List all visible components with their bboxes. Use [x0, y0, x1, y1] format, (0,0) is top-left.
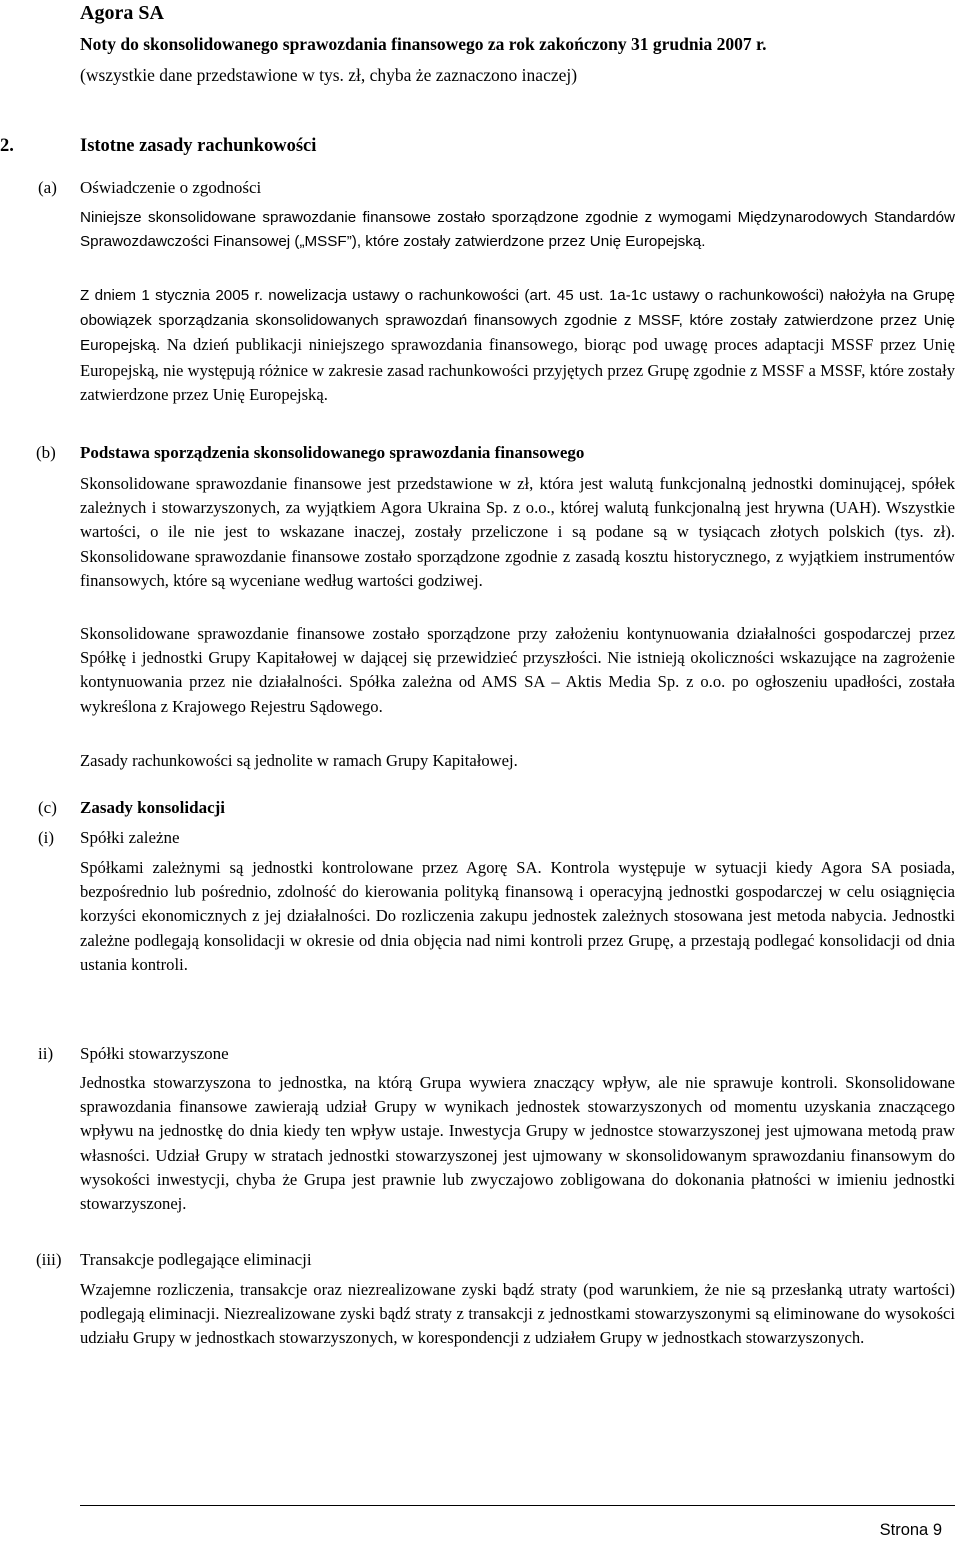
subsection-c-label: (c): [38, 798, 57, 817]
footer-divider: [80, 1505, 955, 1506]
subsection-a-paragraph-1: Niniejsze skonsolidowane sprawozdanie finansowe zostało sporządzone zgodnie z wymogami Międzynarodowych Standardów Sprawozdawczości Finansowej („MSSF”), które zostały zatwierdzone przez Unię Europejską.: [80, 209, 955, 251]
section-title: Istotne zasady rachunkowości: [80, 136, 317, 156]
document-subtitle: (wszystkie dane przedstawione w tys. zł, chyba że zaznaczono inaczej): [80, 65, 578, 85]
page-number: Strona 9: [879, 1521, 942, 1539]
subsection-c-i-title: Spółki zależne: [80, 828, 180, 847]
subsection-a-title: Oświadczenie o zgodności: [80, 178, 262, 197]
company-name: Agora SA: [80, 2, 164, 24]
subsection-c-title: Zasady konsolidacji: [80, 798, 226, 817]
subsection-b-paragraph-3: Zasady rachunkowości są jednolite w ramach Grupy Kapitałowej.: [80, 751, 518, 770]
document-title: Noty do skonsolidowanego sprawozdania finansowego za rok zakończony 31 grudnia 2007 r.: [80, 34, 767, 54]
subsection-c-i-label: (i): [38, 828, 55, 847]
subsection-b-label: (b): [36, 443, 56, 462]
section-number: 2.: [0, 136, 14, 156]
subsection-a-label: (a): [38, 178, 57, 197]
subsection-a-paragraph-2-sans: Z dniem 1 stycznia 2005 r. nowelizacja ustawy o rachunkowości (art. 45 ust. 1a-1c ustawy o rachunkowości) nałożyła na Grupę obowiązek sporządzania skonsolidowanych sprawozdań finansowych zgodnie z MSSF, które zostały zatwierdzone przez Unię Europejską.: [80, 287, 955, 355]
subsection-b-title: Podstawa sporządzenia skonsolidowanego sprawozdania finansowego: [80, 443, 585, 462]
subsection-c-ii-title: Spółki stowarzyszone: [80, 1044, 229, 1063]
subsection-a-paragraph-2-serif: Na dzień publikacji niniejszego sprawozdania finansowego, biorąc pod uwagę proces adaptacji MSSF przez Unię Europejską, nie występują różnice w zakresie zasad rachunkowości przyjętych przez Grupę zgodnie z MSSF a MSSF, które zostały zatwierdzone przez Unię Europejską.: [80, 335, 955, 404]
subsection-c-iii-label: (iii): [36, 1250, 62, 1269]
subsection-c-iii-title: Transakcje podlegające eliminacji: [80, 1250, 312, 1269]
subsection-c-iii-paragraph: Wzajemne rozliczenia, transakcje oraz niezrealizowane zyski bądź straty (pod warunkiem, że nie są przesłanką utraty wartości) podlegają eliminacji. Niezrealizowane zyski bądź straty z transakcji z jednostkami stowarzyszonymi są eliminowane do wysokości udziału Grupy w jednostkach stowarzyszonych, w korespondencji z udziałem Grupy w jednostkach stowarzyszonych.: [80, 1280, 955, 1348]
subsection-c-i-paragraph: Spółkami zależnymi są jednostki kontrolowane przez Agorę SA. Kontrola występuje w sytuacji kiedy Agora SA posiada, bezpośrednio lub pośrednio, zdolność do kierowania polityką finansową i operacyjną jednostki gospodarczej w celu osiągnięcia korzyści ekonomicznych z jej działalności. Do rozliczenia zakupu jednostek zależnych stosowana jest metoda nabycia. Jednostki zależne podlegają konsolidacji w okresie od dnia objęcia nad nimi kontroli przez Grupę, a przestają podlegać konsolidacji od dnia ustania kontroli.: [80, 858, 955, 974]
subsection-a-paragraph-2: [80, 283, 955, 407]
subsection-c-ii-paragraph: Jednostka stowarzyszona to jednostka, na którą Grupa wywiera znaczący wpływ, ale nie sprawuje kontroli. Skonsolidowane sprawozdania finansowe zawierają udział Grupy w wynikach jednostek stowarzyszonych od momentu uzyskania znaczącego wpływu na jednostkę do dnia kiedy ten wpływ ustaje. Inwestycja Grupy w jednostce stowarzyszonej jest ujmowana metodą praw własności. Udział Grupy w stratach jednostki stowarzyszonej jest ujmowany w skonsolidowanym sprawozdaniu finansowym do wysokości inwestycji, chyba że Grupa jest prawnie lub zwyczajowo zobligowana do dokonania płatności w imieniu jednostki stowarzyszonej.: [80, 1073, 955, 1214]
subsection-c-ii-label: ii): [38, 1044, 54, 1063]
subsection-b-paragraph-2: Skonsolidowane sprawozdanie finansowe zostało sporządzone przy założeniu kontynuowania działalności gospodarczej przez Spółkę i jednostki Grupy Kapitałowej w dającej się przewidzieć przyszłości. Nie istnieją okoliczności wskazujące na zagrożenie kontynuowania przez nie działalności. Spółka zależna od AMS SA – Aktis Media Sp. z o.o. po ogłoszeniu upadłości, została wykreślona z Krajowego Rejestru Sądowego.: [80, 624, 955, 716]
subsection-b-paragraph-1: Skonsolidowane sprawozdanie finansowe jest przedstawione w zł, która jest walutą funkcjonalną jednostki dominującej, spółek zależnych i stowarzyszonych, za wyjątkiem Agora Ukraina Sp. z o.o., której walutą funkcjonalną jest hrywna (UAH). Wszystkie wartości, o ile nie jest to wskazane inaczej, zostały przeliczone i są podane są w tysiącach złotych polskich (tys. zł). Skonsolidowane sprawozdanie finansowe zostało sporządzone zgodnie z zasadą kosztu historycznego, z wyjątkiem instrumentów finansowych, które są wyceniane według wartości godziwej.: [80, 474, 955, 590]
